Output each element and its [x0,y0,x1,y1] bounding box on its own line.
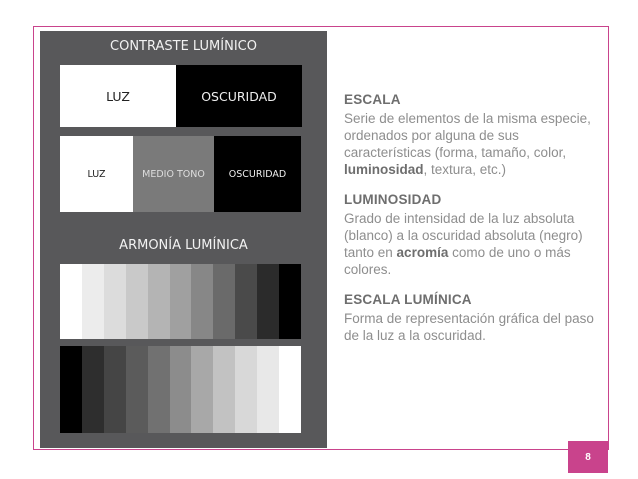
gray-swatch [191,346,213,433]
page-number-badge [568,441,608,473]
light-swatch-label: LUZ [87,168,106,180]
luminosidad-bold: acromía [396,245,449,260]
dark-swatch [214,136,301,212]
gray-swatch [170,264,192,339]
escala-text-2: , textura, etc.) [423,162,507,177]
light-box [60,65,176,127]
midtone-swatch [133,136,214,212]
contrast-title: CONTRASTE LUMÍNICO [110,39,257,54]
gray-swatch [170,346,192,433]
escala-luminica-term: ESCALA LUMÍNICA [344,292,472,307]
dark-to-light-scale [60,346,301,433]
escala-definition [344,110,596,178]
light-swatch [60,136,133,212]
gray-swatch [60,346,82,433]
gray-swatch [257,346,279,433]
gray-swatch [279,346,301,433]
escala-text-1: Serie de elementos de la misma especie, ordenados por alguna de sus características (forma, tamaño, color, [344,111,591,160]
light-box-label: LUZ [106,88,130,104]
gray-swatch [82,346,104,433]
dark-box [176,65,302,127]
midtone-swatch-label: MEDIO TONO [142,168,205,180]
gray-swatch [279,264,301,339]
gray-swatch [126,264,148,339]
gray-swatch [126,346,148,433]
escala-luminica-definition: Forma de representación gráfica del paso de la luz a la oscuridad. [344,311,594,343]
gray-swatch [257,264,279,339]
harmony-title: ARMONÍA LUMÍNICA [119,238,248,253]
light-to-dark-scale [60,264,301,339]
luminosidad-definition [344,210,596,278]
luminosidad-text-1: Grado de intensidad de la luz absoluta (blanco) a la oscuridad absoluta (negro) tanto en [344,211,583,260]
gray-swatch [213,346,235,433]
gray-swatch [235,346,257,433]
escala-bold: luminosidad [344,162,424,177]
definitions-column [344,92,596,344]
dark-box-label: OSCURIDAD [201,88,277,104]
luminosidad-term: LUMINOSIDAD [344,192,442,207]
gray-swatch [104,346,126,433]
gray-swatch [213,264,235,339]
gray-swatch [148,346,170,433]
gray-swatch [82,264,104,339]
escala-term: ESCALA [344,92,401,107]
luminosidad-text-2: como de uno o más colores. [344,245,571,277]
gray-swatch [235,264,257,339]
gray-swatch [104,264,126,339]
gray-swatch [148,264,170,339]
page-number: 8 [585,451,591,463]
dark-swatch-label: OSCURIDAD [228,168,287,180]
gray-swatch [60,264,82,339]
gray-swatch [191,264,213,339]
